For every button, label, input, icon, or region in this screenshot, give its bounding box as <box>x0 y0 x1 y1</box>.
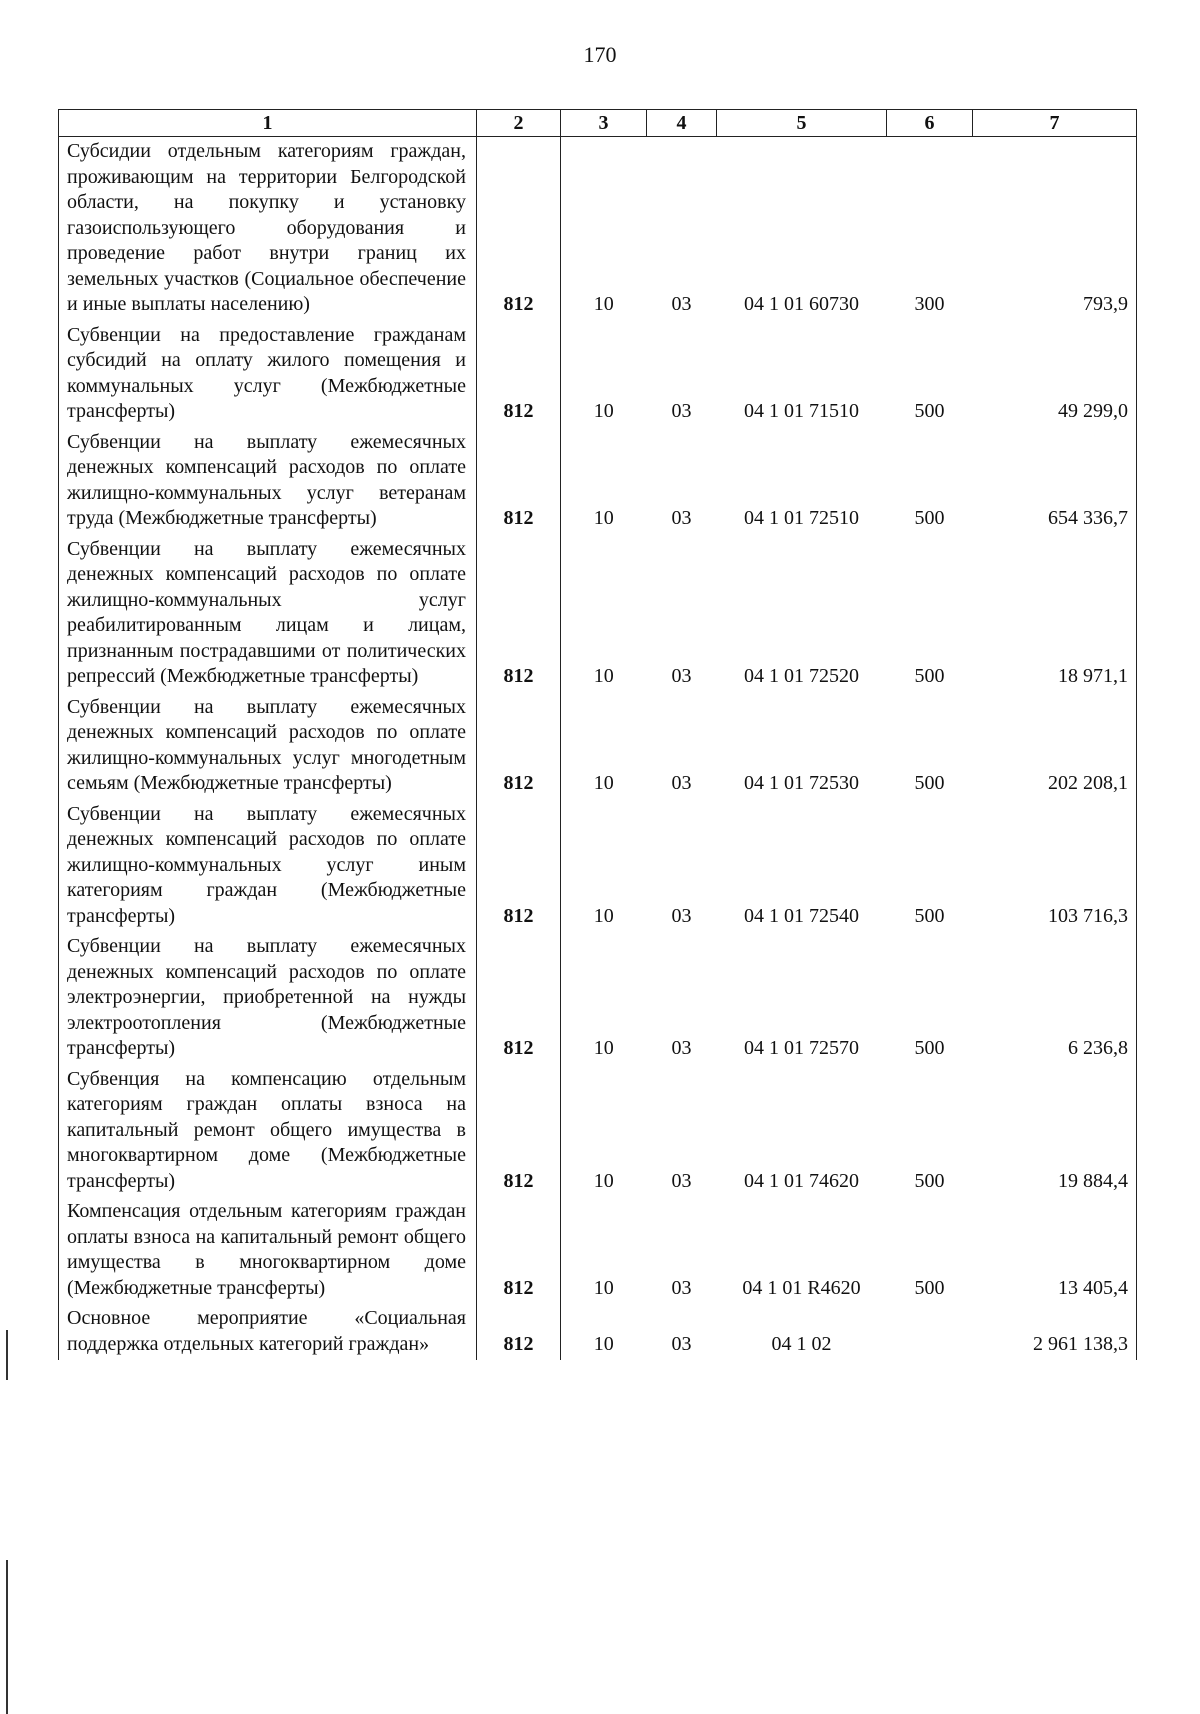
row-name: Субвенция на компенсацию отдельным категориям граждан оплаты взноса на капитальный ремонт общего имущества в многоквартирном доме (Межбюджетные трансферты) <box>59 1065 477 1198</box>
row-subsection: 03 <box>671 507 692 529</box>
row-amount: 654 336,7 <box>973 428 1137 535</box>
row-amount: 103 716,3 <box>973 800 1137 933</box>
row-expense-type: 500 <box>914 1276 945 1299</box>
row-section: 10 <box>561 1197 647 1304</box>
row-section: 10 <box>561 321 647 428</box>
row-amount: 19 884,4 <box>973 1065 1137 1198</box>
row-subsection: 03 <box>671 772 692 794</box>
row-target-code: 04 1 01 74620 <box>744 1169 859 1192</box>
row-name: Субвенции на выплату ежемесячных денежных компенсаций расходов по оплате жилищно-коммунальных услуг иным категориям граждан (Межбюджетные трансферты) <box>59 800 477 933</box>
row-section: 10 <box>561 800 647 933</box>
header-row <box>59 110 1137 137</box>
table-header <box>59 110 1137 137</box>
scan-edge-line <box>6 1560 8 1714</box>
row-amount: 202 208,1 <box>973 693 1137 800</box>
scan-edge-line <box>6 1330 8 1380</box>
row-target-code: 04 1 01 72570 <box>744 1037 859 1059</box>
row-section: 10 <box>561 932 647 1065</box>
header-col-3: 3 <box>561 110 647 137</box>
row-subsection: 03 <box>671 1169 692 1192</box>
row-expense-type: 500 <box>914 665 945 687</box>
row-subsection: 03 <box>671 1332 692 1355</box>
table-row <box>59 1304 1137 1360</box>
row-target-code: 04 1 01 72510 <box>744 507 859 529</box>
row-expense-type: 500 <box>914 400 945 422</box>
header-col-5: 5 <box>717 110 887 137</box>
row-grbs: 812 <box>503 1276 534 1299</box>
row-name: Субсидии отдельным категориям граждан, проживающим на территории Белгородской области, на покупку и установку газоиспользующего оборудования и проведение работ внутри границ их земельных участков (Социальное обеспечение и иные выплаты населению) <box>59 137 477 321</box>
row-target-code: 04 1 01 71510 <box>744 400 859 422</box>
row-amount: 18 971,1 <box>973 535 1137 693</box>
row-grbs: 812 <box>503 1037 534 1059</box>
row-section: 10 <box>561 137 647 321</box>
header-col-6: 6 <box>887 110 973 137</box>
row-subsection: 03 <box>671 400 692 422</box>
table-row <box>59 1197 1137 1304</box>
row-target-code: 04 1 02 <box>771 1332 832 1355</box>
row-grbs: 812 <box>503 772 534 794</box>
row-name: Субвенции на выплату ежемесячных денежных компенсаций расходов по оплате жилищно-коммунальных услуг ветеранам труда (Межбюджетные трансферты) <box>59 428 477 535</box>
table-row <box>59 321 1137 428</box>
row-name: Субвенции на выплату ежемесячных денежных компенсаций расходов по оплате жилищно-коммунальных услуг реабилитированным лицам и лицам, признанным пострадавшими от политических репрессий (Межбюджетные трансферты) <box>59 535 477 693</box>
row-section: 10 <box>561 535 647 693</box>
row-subsection: 03 <box>671 904 692 927</box>
table-row <box>59 428 1137 535</box>
row-section: 10 <box>561 693 647 800</box>
table-row <box>59 800 1137 933</box>
header-col-1: 1 <box>59 110 477 137</box>
row-section: 10 <box>561 1304 647 1360</box>
header-col-2: 2 <box>477 110 561 137</box>
table-row <box>59 1065 1137 1198</box>
row-grbs: 812 <box>503 1332 534 1355</box>
row-grbs: 812 <box>503 293 534 315</box>
row-amount: 49 299,0 <box>973 321 1137 428</box>
row-target-code: 04 1 01 R4620 <box>742 1276 861 1299</box>
row-name: Субвенции на выплату ежемесячных денежных компенсаций расходов по оплате электроэнергии, приобретенной на нужды электроотопления (Межбюджетные трансферты) <box>59 932 477 1065</box>
table-row <box>59 932 1137 1065</box>
row-amount: 6 236,8 <box>973 932 1137 1065</box>
row-grbs: 812 <box>503 400 534 422</box>
row-target-code: 04 1 01 72540 <box>744 904 859 927</box>
row-grbs: 812 <box>503 904 534 927</box>
header-col-7: 7 <box>973 110 1137 137</box>
row-expense-type: 500 <box>914 772 945 794</box>
row-section: 10 <box>561 1065 647 1198</box>
budget-table <box>58 109 1137 1360</box>
row-name: Субвенции на выплату ежемесячных денежных компенсаций расходов по оплате жилищно-коммунальных услуг многодетным семьям (Межбюджетные трансферты) <box>59 693 477 800</box>
row-name: Субвенции на предоставление гражданам субсидий на оплату жилого помещения и коммунальных услуг (Межбюджетные трансферты) <box>59 321 477 428</box>
row-target-code: 04 1 01 72520 <box>744 665 859 687</box>
row-expense-type <box>887 1304 973 1360</box>
row-grbs: 812 <box>503 507 534 529</box>
row-name: Компенсация отдельным категориям граждан оплаты взноса на капитальный ремонт общего имущества в многоквартирном доме (Межбюджетные трансферты) <box>59 1197 477 1304</box>
row-amount: 2 961 138,3 <box>973 1304 1137 1360</box>
row-expense-type: 500 <box>914 1169 945 1192</box>
row-subsection: 03 <box>671 293 692 315</box>
row-grbs: 812 <box>503 1169 534 1192</box>
row-name: Основное мероприятие «Социальная поддержка отдельных категорий граждан» <box>59 1304 477 1360</box>
table-row <box>59 137 1137 321</box>
page-number: 170 <box>583 42 617 67</box>
row-target-code: 04 1 01 72530 <box>744 772 859 794</box>
row-expense-type: 300 <box>914 293 945 315</box>
row-target-code: 04 1 01 60730 <box>744 293 859 315</box>
row-subsection: 03 <box>671 1037 692 1059</box>
header-col-4: 4 <box>647 110 717 137</box>
row-expense-type: 500 <box>914 904 945 927</box>
row-section: 10 <box>561 428 647 535</box>
row-subsection: 03 <box>671 665 692 687</box>
table-row <box>59 693 1137 800</box>
row-amount: 13 405,4 <box>973 1197 1137 1304</box>
row-amount: 793,9 <box>973 137 1137 321</box>
row-grbs: 812 <box>503 665 534 687</box>
row-expense-type: 500 <box>914 507 945 529</box>
row-expense-type: 500 <box>914 1037 945 1059</box>
table-body <box>59 137 1137 1361</box>
table-row <box>59 535 1137 693</box>
row-subsection: 03 <box>671 1276 692 1299</box>
